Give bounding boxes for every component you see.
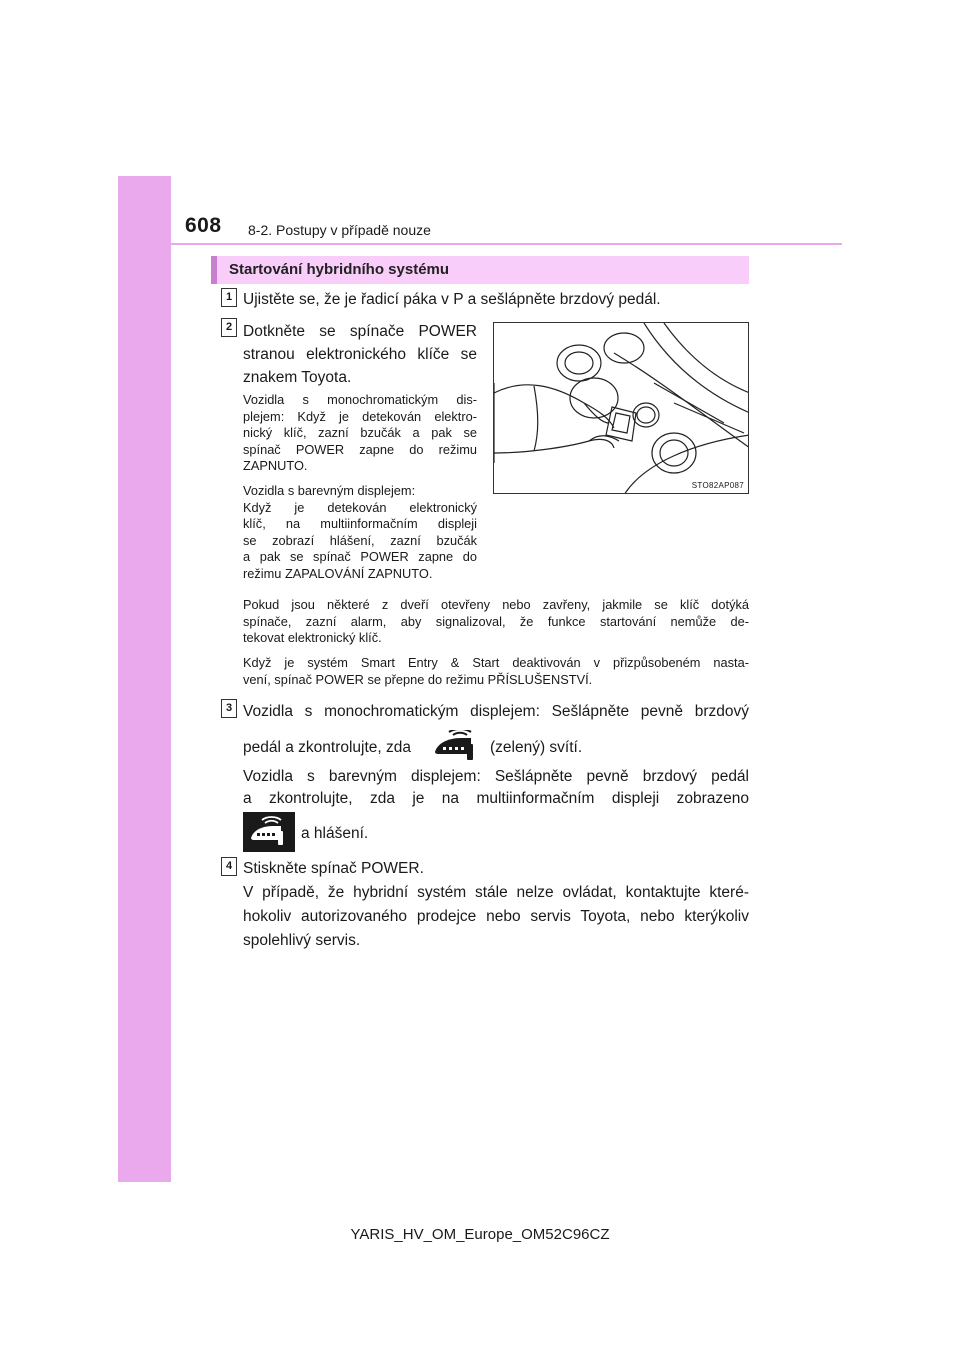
step-3-mono-line2a: pedál a zkontrolujte, zda [243, 739, 412, 756]
chapter-sidebar [118, 176, 171, 1182]
step-4-followup: V případě, že hybridní systém stále nelze ovládat, kontaktujte které- hokoliv autorizovaného prodejce nebo servis Toyota, nebo kterýkoliv spolehlivý servis. [243, 884, 749, 949]
step-2-text: Dotkněte se spínače POWER stranou elektronického klíče se znakem Toyota. [243, 323, 477, 386]
page-number: 608 [185, 214, 222, 237]
document-code: YARIS_HV_OM_Europe_OM52C96CZ [350, 1226, 610, 1243]
step-4-text: Stiskněte spínač POWER. [243, 860, 424, 877]
section-header [211, 256, 749, 284]
step-2-note-doors: Pokud jsou některé z dveří otevřeny nebo zavřeny, jakmile se klíč dotýká spínače, zazní alarm, aby signalizoval, že funkce startování nemůže de- tekovat elektronický klíč. [243, 597, 749, 646]
step-2-note-monochrome: Vozidla s monochromatickým dis- plejem: Když je detekován elektro- nický klíč, zazní bzučák a pak se spínač POWER zapne do režimu ZAPNUTO. [243, 392, 477, 474]
header-divider [171, 243, 842, 245]
step-3-mono-line2b: (zelený) svítí. [490, 739, 583, 756]
step-number-3: 3 [221, 699, 237, 718]
key-indicator-icon [431, 730, 481, 762]
step-3-color-line1: Vozidla s barevným displejem: Sešlápněte pevně brzdový pedál [243, 768, 749, 785]
step-3-color-line2: a zkontrolujte, zda je na multiinformačním displeji zobrazeno [243, 790, 749, 807]
key-indicator-display-icon [243, 812, 295, 852]
hand-key-power-switch-image [494, 323, 749, 494]
step-1-text: Ujistěte se, že je řadicí páka v P a sešlápněte brzdový pedál. [243, 291, 661, 308]
step-2-note-smart-entry: Když je systém Smart Entry & Start deaktivován v přizpůsobeném nasta- vení, spínač POWER se přepne do režimu PŘÍSLUŠENSTVÍ. [243, 655, 749, 687]
figure-code: STO82AP087 [691, 481, 744, 490]
step-3-mono-line1: Vozidla s monochromatickým displejem: Sešlápněte pevně brzdový [243, 703, 749, 720]
step-number-1: 1 [221, 288, 237, 307]
chapter-title: 8-2. Postupy v případě nouze [248, 222, 431, 238]
step-2-note-color: Vozidla s barevným displejem: Když je detekován elektronický klíč, na multiinformačním displeji se zobrazí hlášení, zazní bzučák a pak se spínač POWER zapne do režimu ZAPALOVÁNÍ ZAPNUTO. [243, 483, 477, 581]
step-number-2: 2 [221, 318, 237, 337]
step-3-color-line3: a hlášení. [301, 825, 369, 842]
section-title: Startování hybridního systému [229, 261, 450, 278]
step-number-4: 4 [221, 857, 237, 876]
key-touch-illustration [493, 322, 749, 494]
